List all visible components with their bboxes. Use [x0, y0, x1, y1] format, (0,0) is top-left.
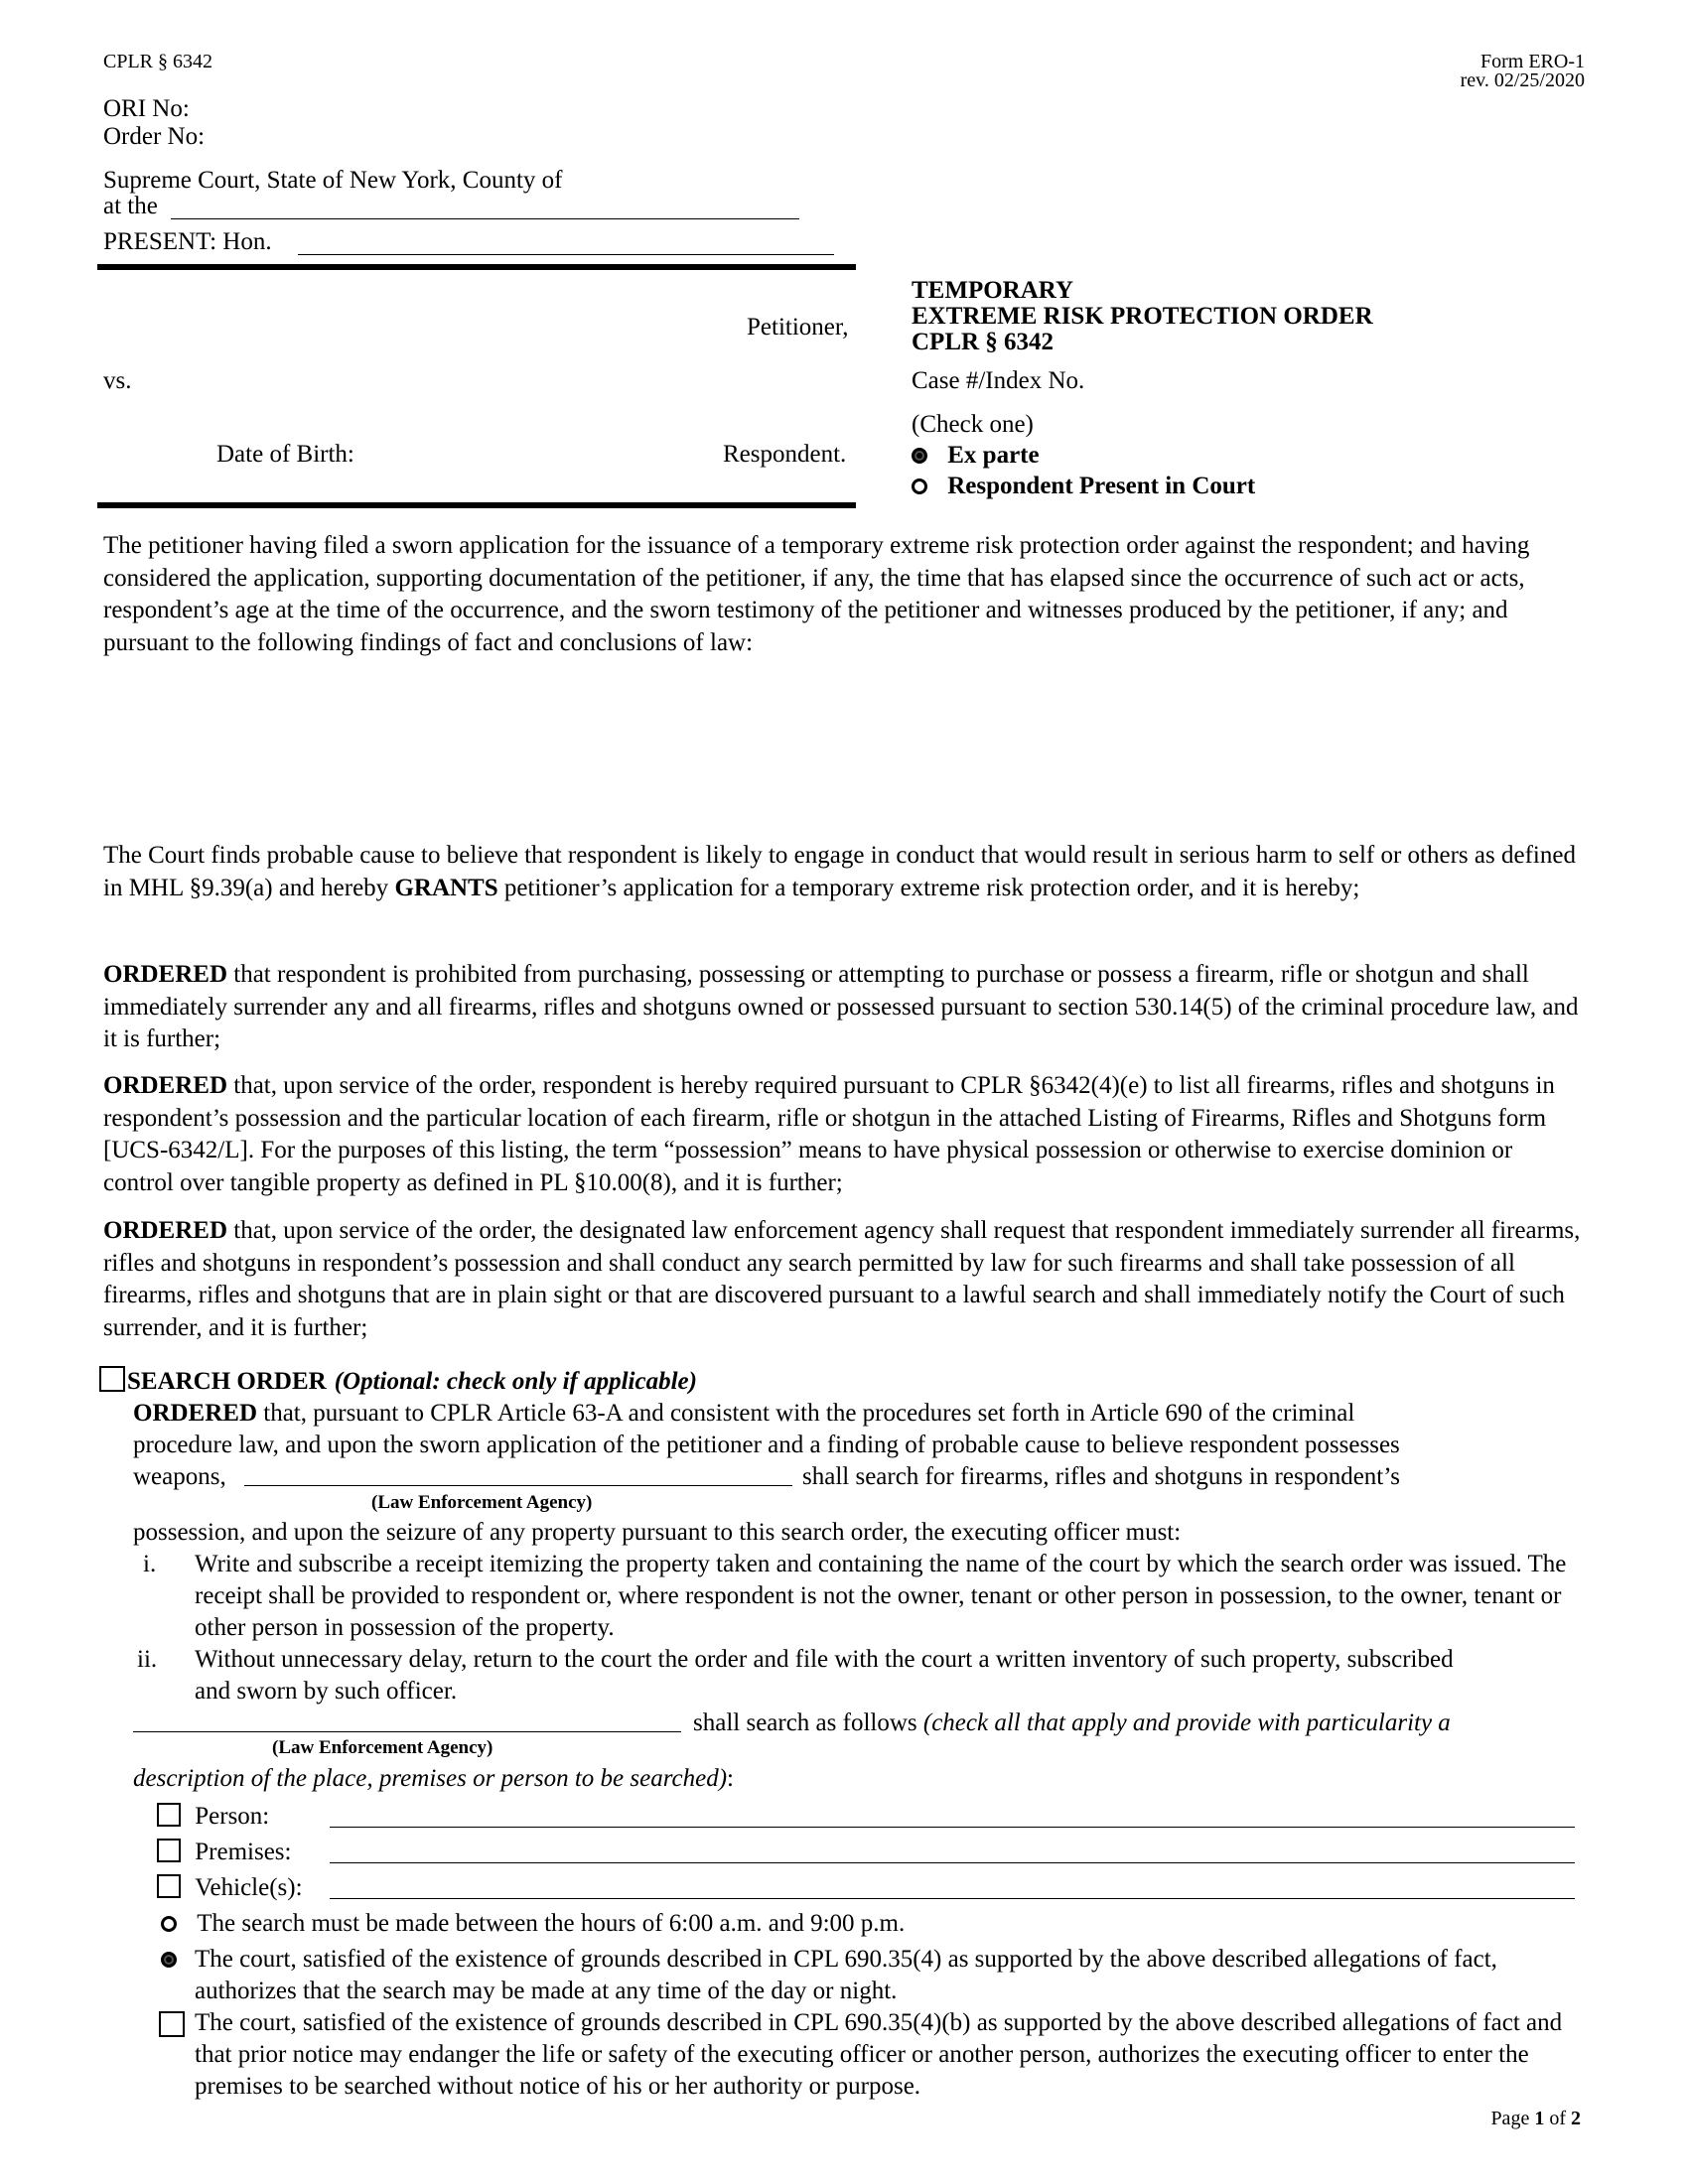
- page-of: of: [1544, 2108, 1571, 2129]
- agency-caption-1: (Law Enforcement Agency): [371, 1492, 593, 1513]
- option-ex-parte[interactable]: [912, 440, 1040, 472]
- agency-caption-2: (Law Enforcement Agency): [272, 1737, 493, 1758]
- grants-word: GRANTS: [394, 874, 498, 901]
- order2-text: that, upon service of the order, respondent is hereby required pursuant to CPLR §6342(4)(e) to list all firearms, rifles and shotguns in respondent’s possession and the particular location of each firearm, rifle or shotgun in the attached Listing of Firearms, Rifles and Shotguns form [UCS-6342/L]. For the purposes of this listing, the term “possession” means to have physical possession or otherwise to exercise dominion or control over tangible property as defined in PL §10.00(8), and it is further;: [103, 1072, 1555, 1196]
- order1-text: that respondent is prohibited from purchasing, possessing or attempting to purchase or possess a firearm, rifle or shotgun and shall immediately surrender any and all firearms, rifles and shotguns owned or possessed pursuant to section 530.14(5) of the criminal procedure law, and it is further;: [103, 961, 1579, 1052]
- search-para-line1-text: that, pursuant to CPLR Article 63-A and consistent with the procedures set forth in Article 690 of the criminal: [257, 1400, 1355, 1427]
- form-revision: rev. 02/25/2020: [1460, 69, 1585, 91]
- order-title-line1: TEMPORARY: [912, 277, 1074, 304]
- finding-text-pre: The Court finds probable cause to believe that respondent is likely to engage in conduct that would result in serious harm to self or others as defined in MHL §9.39(a) and hereby: [103, 842, 1576, 901]
- intro-text: The petitioner having filed a sworn application for the issuance of a temporary extreme risk protection order against the respondent; and having considered the application, supporting documentation of the petitioner, if any, the time that has elapsed since the occurrence of such act or acts, respondent’s age at the time of the occurrence, and the sworn testimony of the petitioner and witnesses produced by the petitioner, if any; and pursuant to the following findings of fact and conclusions of law:: [103, 532, 1530, 656]
- vs-label: vs.: [103, 367, 132, 394]
- search-order-title: SEARCH ORDER: [127, 1368, 327, 1395]
- order-title-line2: EXTREME RISK PROTECTION ORDER: [912, 303, 1373, 330]
- agency-field-2[interactable]: [133, 1731, 681, 1732]
- petitioner-label: Petitioner,: [747, 314, 849, 341]
- option-ex-parte-label: Ex parte: [947, 442, 1040, 469]
- page-total: 2: [1571, 2108, 1581, 2129]
- person-description-field[interactable]: [330, 1827, 1575, 1828]
- order3-paragraph: [103, 1215, 1589, 1344]
- shall-search-text: shall search for firearms, rifles and shotguns in respondent’s: [802, 1463, 1400, 1490]
- vehicles-description-field[interactable]: [330, 1898, 1575, 1899]
- page-current: 1: [1534, 2108, 1545, 2129]
- vehicles-checkbox[interactable]: [157, 1874, 181, 1898]
- court-location-field[interactable]: [171, 218, 799, 219]
- caption-bottom-rule: [97, 502, 856, 508]
- radio-filled-icon[interactable]: [912, 448, 927, 464]
- ordered-word: ORDERED: [133, 1400, 258, 1427]
- daytime-search-text: The search must be made between the hours of 6:00 a.m. and 9:00 p.m.: [197, 1910, 906, 1937]
- description-note-line: [133, 1763, 734, 1795]
- target-vehicles-row[interactable]: [157, 1872, 303, 1904]
- date-of-birth-label: Date of Birth:: [216, 441, 354, 468]
- judge-name-field[interactable]: [298, 254, 834, 255]
- option-respondent-present[interactable]: [912, 471, 1255, 502]
- court-line: Supreme Court, State of New York, County of: [103, 167, 563, 194]
- radio-filled-icon[interactable]: [161, 1952, 177, 1968]
- finding-text-post: petitioner’s application for a temporary extreme risk protection order, and it is hereby;: [497, 874, 1360, 901]
- statute-ref: CPLR § 6342: [103, 51, 213, 72]
- order-number-label: Order No:: [103, 123, 206, 150]
- page-number: [1490, 2107, 1581, 2130]
- daytime-search-option[interactable]: [161, 1908, 905, 1940]
- order3-text: that, upon service of the order, the designated law enforcement agency shall request that respondent immediately surrender all firearms, rifles and shotguns in respondent’s possession and shall conduct any search permitted by law for such firearms and shall take possession of all firearms, rifles and shotguns that are in plain sight or that are discovered pursuant to a lawful search and shall immediately notify the Court of such surrender, and it is further;: [103, 1217, 1581, 1341]
- target-premises-label: Premises:: [195, 1839, 292, 1865]
- option-respondent-present-label: Respondent Present in Court: [947, 473, 1256, 499]
- item-i-number: i.: [143, 1551, 157, 1577]
- anytime-search-option[interactable]: [161, 1944, 177, 1976]
- present-judge-label: PRESENT: Hon.: [103, 228, 272, 255]
- check-one-label: (Check one): [912, 411, 1034, 438]
- target-person-row[interactable]: [157, 1801, 269, 1833]
- no-knock-text: The court, satisfied of the existence of grounds described in CPL 690.35(4)(b) as supported by the above described allegations of fact and that prior notice may endanger the life or safety of the executing officer or another person, authorizes the executing officer to enter the premises to be searched without notice of his or her authority or purpose.: [195, 2009, 1563, 2100]
- order-title-line3: CPLR § 6342: [912, 329, 1055, 355]
- premises-description-field[interactable]: [330, 1862, 1575, 1863]
- page-word: Page: [1490, 2108, 1535, 2129]
- radio-empty-icon[interactable]: [912, 478, 927, 494]
- shall-search-follows-text: shall search as follows: [693, 1709, 923, 1736]
- weapons-label: weapons,: [133, 1463, 226, 1490]
- ordered-word: ORDERED: [103, 961, 228, 988]
- no-knock-option[interactable]: [159, 2011, 185, 2043]
- description-colon: :: [727, 1765, 734, 1792]
- at-the-label: at the: [103, 193, 158, 219]
- possession-line: possession, and upon the seizure of any property pursuant to this search order, the executing officer must:: [133, 1519, 1182, 1546]
- agency-field-1[interactable]: [244, 1485, 792, 1486]
- item-i-text: Write and subscribe a receipt itemizing the property taken and containing the name of the court by which the search order was issued. The receipt shall be provided to respondent or, where respondent is not the owner, tenant or other person in possession, to the owner, tenant or other person in possession of the property.: [195, 1551, 1567, 1641]
- respondent-label: Respondent.: [723, 441, 847, 468]
- anytime-search-text: The court, satisfied of the existence of grounds described in CPL 690.35(4) as supported by the above described allegations of fact, authorizes that the search may be made at any time of the day or night.: [195, 1946, 1497, 2004]
- ordered-word: ORDERED: [103, 1217, 228, 1244]
- item-ii-text: Without unnecessary delay, return to the court the order and file with the court a written inventory of such property, subscribed and sworn by such officer.: [195, 1646, 1454, 1705]
- form-id: Form ERO-1: [1480, 51, 1585, 72]
- intro-paragraph: [103, 530, 1589, 659]
- item-ii-number: ii.: [137, 1646, 158, 1673]
- finding-paragraph: [103, 840, 1589, 904]
- target-person-label: Person:: [195, 1803, 270, 1830]
- order1-paragraph: [103, 959, 1589, 1056]
- caption-top-rule: [97, 264, 856, 270]
- search-para-line1: [133, 1398, 1354, 1430]
- shall-search-follows: [693, 1707, 1451, 1739]
- search-order-heading: [99, 1366, 697, 1398]
- order2-paragraph: [103, 1070, 1589, 1199]
- target-premises-row[interactable]: [157, 1837, 291, 1868]
- case-index-label: Case #/Index No.: [912, 367, 1085, 394]
- search-order-checkbox[interactable]: [99, 1366, 125, 1392]
- search-order-note: (Optional: check only if applicable): [334, 1368, 697, 1395]
- ordered-word: ORDERED: [103, 1072, 228, 1099]
- target-vehicles-label: Vehicle(s):: [195, 1874, 303, 1901]
- radio-empty-icon[interactable]: [161, 1916, 177, 1932]
- no-knock-checkbox[interactable]: [159, 2011, 185, 2037]
- ori-number-label: ORI No:: [103, 95, 190, 122]
- description-note: description of the place, premises or person to be searched): [133, 1765, 728, 1792]
- search-para-line2: procedure law, and upon the sworn application of the petitioner and a finding of probable cause to believe respondent possesses: [133, 1432, 1400, 1458]
- person-checkbox[interactable]: [157, 1803, 181, 1827]
- premises-checkbox[interactable]: [157, 1839, 181, 1862]
- check-all-note: (check all that apply and provide with particularity a: [922, 1709, 1451, 1736]
